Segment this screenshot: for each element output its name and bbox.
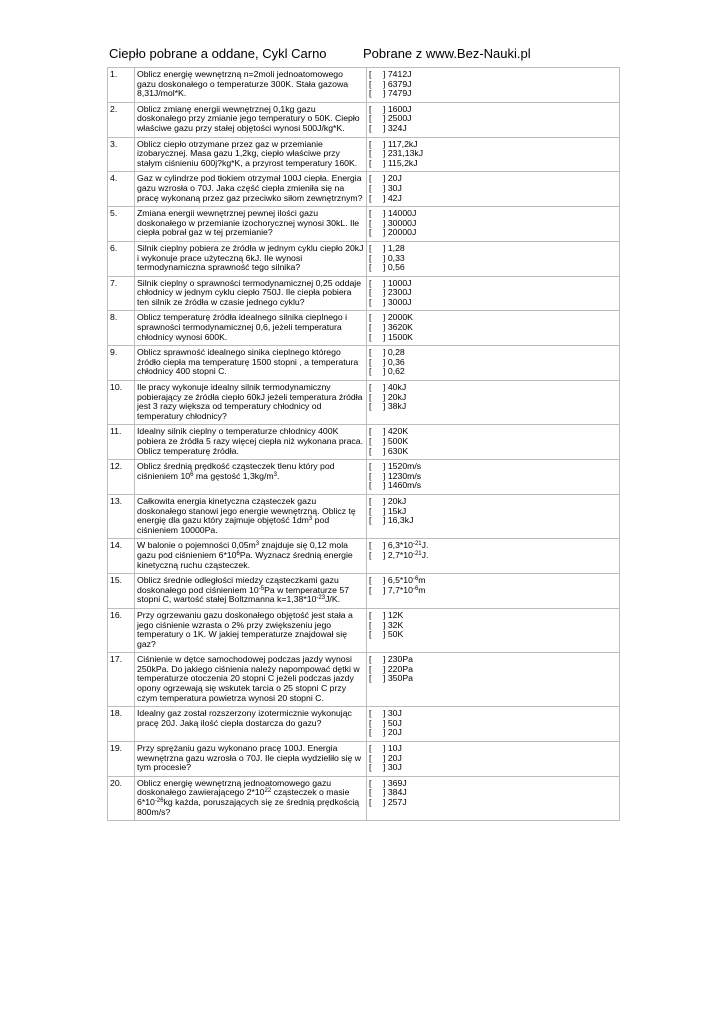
answer-options <box>367 574 620 609</box>
answer-value: 20kJ <box>387 391 407 402</box>
answer-option[interactable] <box>369 263 617 273</box>
page-header <box>109 46 629 66</box>
answer-checkbox-open: [ <box>369 78 372 89</box>
answer-value: 20J <box>387 173 402 184</box>
question-number: 16. <box>108 608 135 652</box>
answer-checkbox-open: [ <box>369 391 372 402</box>
answer-checkbox-open: [ <box>369 540 372 551</box>
answer-checkbox-close: ] <box>383 78 388 89</box>
answer-checkbox-close: ] <box>383 797 388 807</box>
question-text: W balonie o pojemności $0,05m^3$ znajduje się 0,12 mola gazu pod ciśnieniem $6*10^6Pa$. Wyznacz średnią energie kinetyczną ruchu cząsteczek. <box>135 539 367 574</box>
quiz-body <box>108 68 620 821</box>
answer-value: 7412J <box>387 69 412 79</box>
answer-option[interactable] <box>369 728 617 738</box>
answer-checkbox-close: ] <box>383 540 388 551</box>
answer-checkbox-close: ] <box>383 277 388 288</box>
answer-value: 50K <box>387 629 404 640</box>
question-row <box>108 311 620 346</box>
question-row <box>108 207 620 242</box>
answer-checkbox-close: ] <box>383 173 388 184</box>
answer-option[interactable] <box>369 719 617 729</box>
question-text: Oblicz średnie odległości miedzy cząsteczkami gazu doskonałego pod ciśnieniem $10^{-5}Pa$ w temperaturze 57 stopni C, wartość stałej Boltzmanna $k=1,38*10^{-23}J/K$. <box>135 574 367 609</box>
question-number: 3. <box>108 137 135 172</box>
answer-value: $2,7*10^{-21}J$. <box>387 549 429 560</box>
answer-checkbox-close: ] <box>383 331 388 342</box>
answer-checkbox-open: [ <box>369 752 372 763</box>
answer-checkbox-close: ] <box>383 470 388 481</box>
question-row <box>108 68 620 103</box>
answer-value: 2300J <box>387 287 412 298</box>
question-text: Przy sprężaniu gazu wykonano pracę 100J. Energia wewnętrzna gazu wzrosła o 70J. Ile ciepła wydzieliło się w tym procesie? <box>135 742 367 777</box>
answer-options <box>367 381 620 425</box>
answer-value: 38kJ <box>387 401 407 412</box>
answer-checkbox-close: ] <box>383 461 388 472</box>
answer-value: 0,36 <box>387 356 405 367</box>
answer-option[interactable] <box>369 194 617 204</box>
answer-checkbox-close: ] <box>383 787 388 798</box>
answer-option[interactable] <box>369 798 617 808</box>
answer-checkbox-open: [ <box>369 312 372 323</box>
question-text: Idealny silnik cieplny o temperaturze chłodnicy 400K pobiera ze źródła 5 razy więcej ciepła niż wykonana praca. Oblicz temperaturę źródła. <box>135 425 367 460</box>
question-row <box>108 241 620 276</box>
answer-option[interactable] <box>369 674 617 684</box>
answer-option[interactable] <box>369 763 617 773</box>
answer-checkbox-open: [ <box>369 157 372 168</box>
answer-checkbox-open: [ <box>369 173 372 184</box>
question-row <box>108 425 620 460</box>
question-number: 15. <box>108 574 135 609</box>
answer-value: 1600J <box>387 103 412 114</box>
question-row <box>108 653 620 707</box>
answer-value: 1520m/s <box>387 461 422 472</box>
answer-value: 1000J <box>387 277 412 288</box>
answer-checkbox-open: [ <box>369 436 372 446</box>
answer-options <box>367 742 620 777</box>
question-text: Przy ogrzewaniu gazu doskonałego objętość jest stała a jego ciśnienie wzrasta o 2% przy zwiększeniu jego temperatury o 1K. W jakiej temperaturze znajdował się gaz? <box>135 608 367 652</box>
question-number: 1. <box>108 68 135 103</box>
answer-checkbox-open: [ <box>369 382 372 393</box>
question-text: Silnik cieplny o sprawności termodynamicznej 0,25 oddaje chłodnicy w jednym cyklu ciepło 750J. Ile ciepła pobiera ten silnik ze źródła w czasie jednego cyklu? <box>135 276 367 311</box>
answer-value: 369J <box>387 777 407 788</box>
answer-options <box>367 539 620 574</box>
answer-checkbox-close: ] <box>383 609 388 620</box>
question-text: Ciśnienie w dętce samochodowej podczas jazdy wynosi 250kPa. Do jakiego ciśnienia należy napompować dętki w temperaturze otoczenia 20 stopni C jeżeli podczas jazdy opony ogrzewają się wskutek tarcia o 25 stopni C przy czym temperatura powietrza wynosi 20 stopni C. <box>135 653 367 707</box>
answer-value: 15kJ <box>387 505 407 516</box>
answer-checkbox-close: ] <box>383 436 388 446</box>
question-text: Oblicz sprawność idealnego sinika cieplnego którego źródło ciepła ma temperaturę 1500 stopni , a temperatura chłodnicy 400 stopni C. <box>135 346 367 381</box>
answer-checkbox-close: ] <box>383 663 388 674</box>
answer-options <box>367 207 620 242</box>
answer-value: 30J <box>387 182 402 193</box>
answer-checkbox-close: ] <box>383 708 388 719</box>
answer-option[interactable] <box>369 393 617 403</box>
question-number: 17. <box>108 653 135 707</box>
answer-value: 230Pa <box>387 654 413 665</box>
answer-option[interactable] <box>369 254 617 264</box>
answer-checkbox-open: [ <box>369 629 372 640</box>
question-row <box>108 172 620 207</box>
answer-checkbox-open: [ <box>369 470 372 481</box>
answer-option[interactable] <box>369 481 617 491</box>
question-row <box>108 276 620 311</box>
answer-options <box>367 460 620 495</box>
answer-checkbox-close: ] <box>383 727 388 738</box>
question-row <box>108 346 620 381</box>
answer-option[interactable] <box>369 228 617 238</box>
answer-options <box>367 311 620 346</box>
answer-value: 40kJ <box>387 382 407 393</box>
answer-options <box>367 707 620 742</box>
answer-checkbox-close: ] <box>383 312 388 323</box>
answer-checkbox-open: [ <box>369 505 372 516</box>
answer-checkbox-open: [ <box>369 445 372 456</box>
answer-checkbox-open: [ <box>369 480 372 491</box>
answer-checkbox-open: [ <box>369 103 372 114</box>
answer-checkbox-open: [ <box>369 461 372 472</box>
question-number: 5. <box>108 207 135 242</box>
question-number: 8. <box>108 311 135 346</box>
answer-value: 10J <box>387 743 402 754</box>
answer-checkbox-open: [ <box>369 287 372 298</box>
answer-checkbox-open: [ <box>369 347 372 358</box>
question-row <box>108 102 620 137</box>
answer-value: 30J <box>387 762 402 773</box>
answer-checkbox-open: [ <box>369 208 372 219</box>
answer-option[interactable] <box>369 244 617 254</box>
answer-value: 30000J <box>387 217 417 228</box>
question-number: 12. <box>108 460 135 495</box>
answer-checkbox-close: ] <box>383 242 388 253</box>
answer-value: 350Pa <box>387 673 413 684</box>
answer-value: 2000K <box>387 312 413 323</box>
answer-checkbox-close: ] <box>383 138 388 149</box>
answer-value: 12K <box>387 609 404 620</box>
question-row <box>108 776 620 820</box>
answer-checkbox-close: ] <box>383 252 388 263</box>
answer-checkbox-close: ] <box>383 227 388 238</box>
answer-checkbox-close: ] <box>383 401 388 412</box>
question-row <box>108 539 620 574</box>
answer-checkbox-open: [ <box>369 148 372 159</box>
question-number: 4. <box>108 172 135 207</box>
answer-value: 500K <box>387 436 409 446</box>
answer-value: 14000J <box>387 208 417 219</box>
answer-value: 384J <box>387 787 407 798</box>
answer-checkbox-close: ] <box>383 262 388 273</box>
answer-checkbox-open: [ <box>369 122 372 133</box>
answer-option[interactable] <box>369 497 617 507</box>
answer-checkbox-close: ] <box>383 515 388 526</box>
answer-checkbox-open: [ <box>369 331 372 342</box>
answer-checkbox-close: ] <box>383 575 388 586</box>
answer-option[interactable] <box>369 744 617 754</box>
answer-options <box>367 276 620 311</box>
answer-option[interactable] <box>369 551 617 561</box>
answer-checkbox-open: [ <box>369 495 372 506</box>
answer-value: 1,28 <box>387 242 405 253</box>
source-label: Pobrane z www.Bez-Nauki.pl <box>363 46 531 61</box>
answer-checkbox-open: [ <box>369 252 372 263</box>
answer-checkbox-open: [ <box>369 88 372 99</box>
answer-option[interactable] <box>369 174 617 184</box>
answer-value: 7479J <box>387 88 412 99</box>
answer-options <box>367 346 620 381</box>
answer-checkbox-close: ] <box>383 619 388 630</box>
question-text: Oblicz średnią prędkość cząsteczek tlenu który pod ciśnieniem $10^6$ ma gęstość $1,3kg/m^3$. <box>135 460 367 495</box>
answer-checkbox-close: ] <box>383 777 388 788</box>
answer-checkbox-close: ] <box>383 382 388 393</box>
answer-checkbox-close: ] <box>383 103 388 114</box>
answer-checkbox-close: ] <box>383 549 388 560</box>
answer-checkbox-open: [ <box>369 322 372 333</box>
answer-checkbox-close: ] <box>383 208 388 219</box>
answer-value: 3000J <box>387 296 412 307</box>
answer-checkbox-open: [ <box>369 777 372 788</box>
answer-checkbox-open: [ <box>369 708 372 719</box>
answer-checkbox-close: ] <box>383 322 388 333</box>
answer-option[interactable] <box>369 516 617 526</box>
question-row <box>108 574 620 609</box>
answer-value: 0,62 <box>387 366 405 377</box>
answer-value: 20J <box>387 752 402 763</box>
answer-checkbox-close: ] <box>383 356 388 367</box>
answer-checkbox-open: [ <box>369 654 372 665</box>
answer-checkbox-open: [ <box>369 217 372 228</box>
question-text: Oblicz energię wewnętrzną n=2moli jednoatomowego gazu doskonałego o temperaturze 300K. Stała gazowa 8,31J/mol*K. <box>135 68 367 103</box>
answer-value: 16,3kJ <box>387 515 414 526</box>
answer-value: 50J <box>387 717 402 728</box>
question-number: 11. <box>108 425 135 460</box>
answer-value: 32K <box>387 619 404 630</box>
answer-option[interactable] <box>369 754 617 764</box>
answer-option[interactable] <box>369 447 617 457</box>
answer-checkbox-close: ] <box>383 495 388 506</box>
answer-value: 0,33 <box>387 252 405 263</box>
answer-checkbox-open: [ <box>369 619 372 630</box>
answer-checkbox-close: ] <box>383 69 388 79</box>
answer-checkbox-open: [ <box>369 743 372 754</box>
question-text: Silnik cieplny pobiera ze źródła w jednym cyklu ciepło 20kJ i wykonuje prace użyteczną 6kJ. Ile wynosi termodynamiczna sprawność tego silnika? <box>135 241 367 276</box>
answer-checkbox-close: ] <box>383 192 388 203</box>
question-text: Ile pracy wykonuje idealny silnik termodynamiczny pobierający ze źródła ciepło 60kJ jeżeli temperatura źródła jest 3 razy większa od temperatury chłodnicy od temperatury chłodnicy? <box>135 381 367 425</box>
answer-option[interactable] <box>369 621 617 631</box>
question-number: 10. <box>108 381 135 425</box>
answer-value: $7,7*10^{-6}m$ <box>387 584 426 595</box>
answer-checkbox-close: ] <box>383 113 388 124</box>
question-row <box>108 608 620 652</box>
answer-options <box>367 68 620 103</box>
question-row <box>108 137 620 172</box>
question-row <box>108 742 620 777</box>
answer-checkbox-open: [ <box>369 673 372 684</box>
answer-options <box>367 494 620 538</box>
answer-options <box>367 241 620 276</box>
answer-checkbox-open: [ <box>369 262 372 273</box>
answer-checkbox-open: [ <box>369 787 372 798</box>
question-number: 19. <box>108 742 135 777</box>
answer-value: 20000J <box>387 227 417 238</box>
answer-checkbox-close: ] <box>383 743 388 754</box>
answer-checkbox-close: ] <box>383 148 388 159</box>
question-row <box>108 494 620 538</box>
answer-option[interactable] <box>369 709 617 719</box>
answer-checkbox-close: ] <box>383 654 388 665</box>
question-number: 7. <box>108 276 135 311</box>
answer-checkbox-close: ] <box>383 445 388 456</box>
answer-checkbox-open: [ <box>369 138 372 149</box>
answer-options <box>367 102 620 137</box>
answer-option[interactable] <box>369 124 617 134</box>
answer-checkbox-close: ] <box>383 762 388 773</box>
answer-options <box>367 653 620 707</box>
answer-checkbox-close: ] <box>383 673 388 684</box>
answer-value: 1230m/s <box>387 470 422 481</box>
question-number: 20. <box>108 776 135 820</box>
answer-options <box>367 137 620 172</box>
answer-checkbox-close: ] <box>383 217 388 228</box>
answer-value: 1460m/s <box>387 480 422 491</box>
answer-checkbox-close: ] <box>383 182 388 193</box>
answer-option[interactable] <box>369 89 617 99</box>
answer-checkbox-open: [ <box>369 277 372 288</box>
answer-checkbox-close: ] <box>383 296 388 307</box>
answer-value: 324J <box>387 122 407 133</box>
answer-option[interactable] <box>369 367 617 377</box>
question-text: Oblicz energię wewnętrzną jednoatomowego gazu doskonałego zawierającego $2*10^{22}$ cząsteczek o masie $6*10^{-26}kg$ każda, poruszających się ze średnią prędkością 800m/s? <box>135 776 367 820</box>
answer-value: 3620K <box>387 322 413 333</box>
answer-checkbox-open: [ <box>369 549 372 560</box>
answer-checkbox-open: [ <box>369 113 372 124</box>
answer-value: 420K <box>387 426 409 437</box>
answer-checkbox-open: [ <box>369 727 372 738</box>
quiz-table <box>107 67 620 821</box>
answer-option[interactable] <box>369 333 617 343</box>
answer-option[interactable] <box>369 159 617 169</box>
answer-checkbox-open: [ <box>369 515 372 526</box>
answer-value: 42J <box>387 192 402 203</box>
question-row <box>108 460 620 495</box>
answer-checkbox-close: ] <box>383 752 388 763</box>
answer-checkbox-open: [ <box>369 192 372 203</box>
question-text: Oblicz temperaturę źródła idealnego silnika cieplnego i sprawności termodynamicznej 0,6, jeżeli temperatura chłodnicy wynosi 600K. <box>135 311 367 346</box>
answer-options <box>367 172 620 207</box>
answer-checkbox-open: [ <box>369 717 372 728</box>
answer-value: 2500J <box>387 113 412 124</box>
answer-checkbox-open: [ <box>369 575 372 586</box>
answer-checkbox-close: ] <box>383 480 388 491</box>
answer-value: 117,2kJ <box>387 138 418 149</box>
answer-option[interactable] <box>369 383 617 393</box>
answer-value: 257J <box>387 797 407 807</box>
question-number: 9. <box>108 346 135 381</box>
answer-checkbox-open: [ <box>369 242 372 253</box>
answer-checkbox-close: ] <box>383 366 388 377</box>
answer-checkbox-close: ] <box>383 287 388 298</box>
answer-value: 0,56 <box>387 262 405 273</box>
answer-option[interactable] <box>369 358 617 368</box>
question-number: 6. <box>108 241 135 276</box>
answer-options <box>367 425 620 460</box>
answer-checkbox-close: ] <box>383 717 388 728</box>
answer-option[interactable] <box>369 184 617 194</box>
answer-value: 115,2kJ <box>387 157 418 168</box>
answer-option[interactable] <box>369 402 617 412</box>
answer-value: 30J <box>387 708 402 719</box>
question-number: 2. <box>108 102 135 137</box>
answer-checkbox-open: [ <box>369 401 372 412</box>
question-text: Idealny gaz został rozszerzony izotermicznie wykonując pracę 20J. Jaką ilość ciepła dostarcza do gazu? <box>135 707 367 742</box>
answer-checkbox-open: [ <box>369 797 372 807</box>
answer-checkbox-open: [ <box>369 609 372 620</box>
answer-checkbox-open: [ <box>369 426 372 437</box>
question-number: 14. <box>108 539 135 574</box>
answer-value: 20J <box>387 727 402 738</box>
answer-value: 231,13kJ <box>387 148 424 159</box>
question-number: 13. <box>108 494 135 538</box>
answer-checkbox-open: [ <box>369 356 372 367</box>
answer-checkbox-open: [ <box>369 663 372 674</box>
page-title: Ciepło pobrane a oddane, Cykl Carno <box>109 46 327 61</box>
question-text: Oblicz ciepło otrzymane przez gaz w przemianie izobarycznej. Masa gazu 1,2kg, ciepło właściwe przy stałym ciśnieniu 600j?kg*K, a przyrost temperatury 160K. <box>135 137 367 172</box>
answer-checkbox-open: [ <box>369 762 372 773</box>
question-text: Gaz w cylindrze pod tłokiem otrzymał 100J ciepła. Energia gazu wzrosła o 70J. Jaka część ciepła zmieniła się na pracę wykonaną przez gaz przeciwko siłom zewnętrznym? <box>135 172 367 207</box>
answer-checkbox-close: ] <box>383 88 388 99</box>
answer-checkbox-open: [ <box>369 584 372 595</box>
answer-checkbox-close: ] <box>383 347 388 358</box>
answer-checkbox-close: ] <box>383 584 388 595</box>
question-text: Oblicz zmianę energii wewnętrznej 0,1kg gazu doskonałego przy zmianie jego temperatury o 50K. Ciepło właściwe gazu przy stałej objętości wynosi 500J/kg*K. <box>135 102 367 137</box>
answer-checkbox-open: [ <box>369 227 372 238</box>
answer-value: $6,5*10^{-6}m$ <box>387 575 426 586</box>
answer-checkbox-open: [ <box>369 69 372 79</box>
answer-checkbox-close: ] <box>383 391 388 402</box>
answer-value: 220Pa <box>387 663 413 674</box>
answer-option[interactable] <box>369 611 617 621</box>
answer-option[interactable] <box>369 298 617 308</box>
answer-checkbox-open: [ <box>369 296 372 307</box>
answer-value: 20kJ <box>387 495 407 506</box>
answer-value: 630K <box>387 445 409 456</box>
question-text: Zmiana energii wewnętrznej pewnej ilości gazu doskonałego w przemianie izochorycznej wynosi 30kL. Ile ciepła pobrał gaz w tej przemianie? <box>135 207 367 242</box>
question-row <box>108 381 620 425</box>
answer-options <box>367 776 620 820</box>
answer-checkbox-open: [ <box>369 366 372 377</box>
answer-option[interactable] <box>369 348 617 358</box>
answer-options <box>367 608 620 652</box>
answer-checkbox-close: ] <box>383 157 388 168</box>
answer-option[interactable] <box>369 630 617 640</box>
answer-value: 0,28 <box>387 347 405 358</box>
question-number: 18. <box>108 707 135 742</box>
answer-option[interactable] <box>369 586 617 596</box>
answer-value: 1500K <box>387 331 413 342</box>
answer-checkbox-close: ] <box>383 122 388 133</box>
answer-checkbox-close: ] <box>383 629 388 640</box>
answer-value: 6379J <box>387 78 412 89</box>
question-row <box>108 707 620 742</box>
answer-checkbox-open: [ <box>369 182 372 193</box>
answer-checkbox-close: ] <box>383 505 388 516</box>
question-text: Całkowita energia kinetyczna cząsteczek gazu doskonałego stanowi jego energie wewnętrzną. Oblicz tę energię dla gazu który zajmuje objętość $1dm^3$ pod ciśnieniem 10000Pa. <box>135 494 367 538</box>
answer-value: $6,3*10^{-21}J$. <box>387 540 429 551</box>
answer-checkbox-close: ] <box>383 426 388 437</box>
